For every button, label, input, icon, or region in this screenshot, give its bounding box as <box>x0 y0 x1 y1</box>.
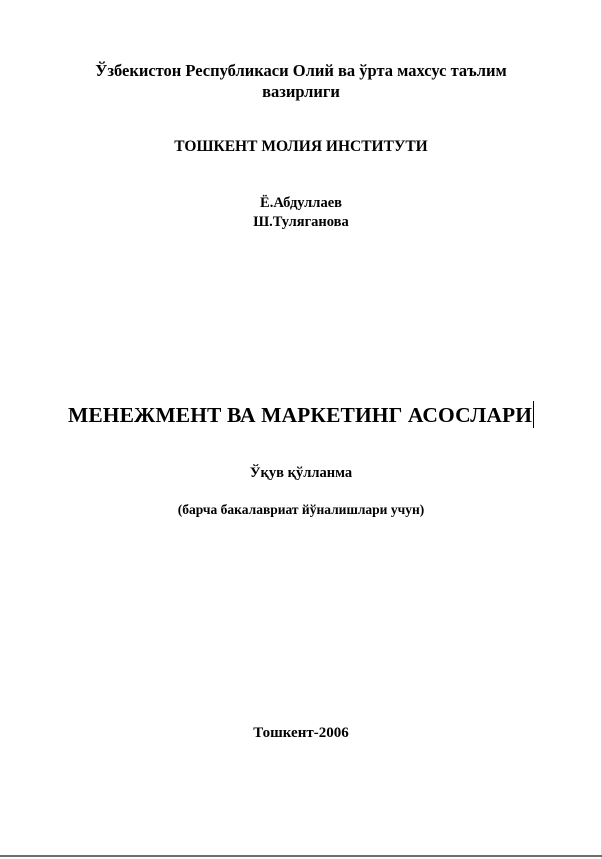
document-subtitle: Ўқув қўлланма <box>249 465 353 481</box>
page-edge-bottom <box>0 855 602 857</box>
city-year: Тошкент-2006 <box>253 725 349 741</box>
ministry-line-2: вазирлиги <box>262 82 340 101</box>
ministry-name <box>0 60 602 102</box>
ministry-line-1: Ўзбекистон Республикаси Олий ва ўрта махсус таълим <box>95 61 507 80</box>
audience-note: (барча бакалавриат йўналишлари учун) <box>177 502 425 517</box>
document-title[interactable] <box>0 401 602 428</box>
author-2: Ш.Туляганова <box>253 214 349 230</box>
author-1: Ё.Абдуллаев <box>260 195 342 211</box>
institute-name: ТОШКЕНТ МОЛИЯ ИНСТИТУТИ <box>174 138 428 155</box>
text-cursor <box>533 401 534 428</box>
document-title-text: МЕНЕЖМЕНТ ВА МАРКЕТИНГ АСОСЛАРИ <box>67 403 533 427</box>
